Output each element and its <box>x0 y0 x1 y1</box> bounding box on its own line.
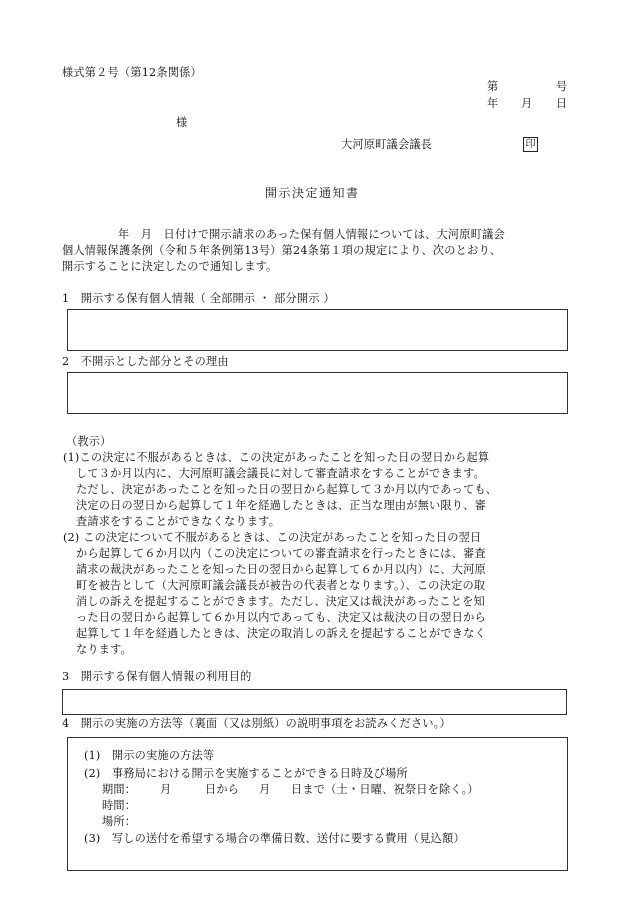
date-year: 年 <box>487 97 499 110</box>
intro-line-2: 個人情報保護条例（令和５年条例第13号）第24条第１項の規定により、次のとおり、 <box>62 244 502 257</box>
section-3-heading: 3 開示する保有個人情報の利用目的 <box>62 670 252 683</box>
notice-2-line: った日の翌日から起算して６か月以内であっても、決定又は裁決の日の翌日から <box>76 611 486 624</box>
notice-2-line: 請求の裁決があったことを知った日の翌日から起算して６か月以内）に、大河原 <box>76 563 486 576</box>
doc-number-suffix: 号 <box>556 80 568 93</box>
intro-line-1: 年 月 日付けで開示請求のあった保有個人情報については、大河原町議会 <box>118 228 505 241</box>
method-item-3: (3) 写しの送付を希望する場合の準備日数、送付に要する費用（見込額） <box>84 832 465 845</box>
notice-2-line: 起算して１年を経過したときは、決定の取消しの訴えを提起することができなく <box>76 627 486 640</box>
notice-2-line: なります。 <box>76 643 133 656</box>
notice-1-line: 査請求をすることができなくなります。 <box>76 515 281 528</box>
notice-1-line: して３か月以内に、大河原町議会議長に対して審査請求をすることができます。 <box>76 467 486 480</box>
purpose-of-use-field[interactable] <box>62 689 567 715</box>
section-1-heading: 1 開示する保有個人情報（ 全部開示 ・ 部分開示 ） <box>62 292 335 305</box>
period-label: 期間： <box>102 783 137 796</box>
notice-1-line: ただし、決定があったことを知った日の翌日から起算して３か月以内であっても、 <box>76 483 498 496</box>
date-day: 日 <box>556 97 568 110</box>
intro-line-3: 開示することに決定したので通知します。 <box>62 260 278 273</box>
notice-2-line: 町を被告として（大河原町議会議長が被告の代表者となります。）、この決定の取 <box>76 579 486 592</box>
date-month: 月 <box>521 97 533 110</box>
period-to: 日まで（土・日曜、祝祭日を除く。） <box>291 783 479 796</box>
issuer-name: 大河原町議会議長 <box>341 138 433 151</box>
notice-2-line: (2) この決定について不服があるときは、この決定があったことを知った日の翌日 <box>63 531 482 544</box>
non-disclosure-reason-field[interactable] <box>67 372 568 414</box>
notice-2-line: から起算して６か月以内（この決定についての審査請求を行ったときには、審査 <box>76 547 486 560</box>
document-title: 開示決定通知書 <box>265 186 360 200</box>
method-item-1: (1) 開示の実施の方法等 <box>84 749 215 762</box>
period-month-1: 月 <box>160 783 172 796</box>
addressee-suffix: 様 <box>176 116 188 129</box>
time-label: 時間： <box>102 799 137 812</box>
period-month-2: 月 <box>259 783 271 796</box>
notice-1-line: 決定の日の翌日から起算して１年を経過したときは、正当な理由が無い限り、審 <box>76 499 486 512</box>
notice-2-line: 消しの訴えを提起することができます。ただし、決定又は裁決があったことを知 <box>76 595 485 608</box>
place-label: 場所： <box>102 815 137 828</box>
notice-1-line: (1)この決定に不服があるときは、この決定があったことを知った日の翌日から起算 <box>63 451 490 464</box>
section-4-heading: 4 開示の実施の方法等（裏面（又は別紙）の説明事項をお読みください。） <box>62 717 451 730</box>
section-2-heading: 2 不開示とした部分とその理由 <box>62 355 229 368</box>
period-from: 日から <box>205 783 240 796</box>
seal-mark: 印 <box>523 137 538 152</box>
doc-number-prefix: 第 <box>487 80 499 93</box>
notice-heading: （教示） <box>66 435 112 448</box>
disclosed-info-field[interactable] <box>67 309 568 351</box>
method-item-2: (2) 事務局における開示を実施することができる日時及び場所 <box>84 767 408 780</box>
form-number: 様式第２号（第12条関係） <box>62 66 202 79</box>
